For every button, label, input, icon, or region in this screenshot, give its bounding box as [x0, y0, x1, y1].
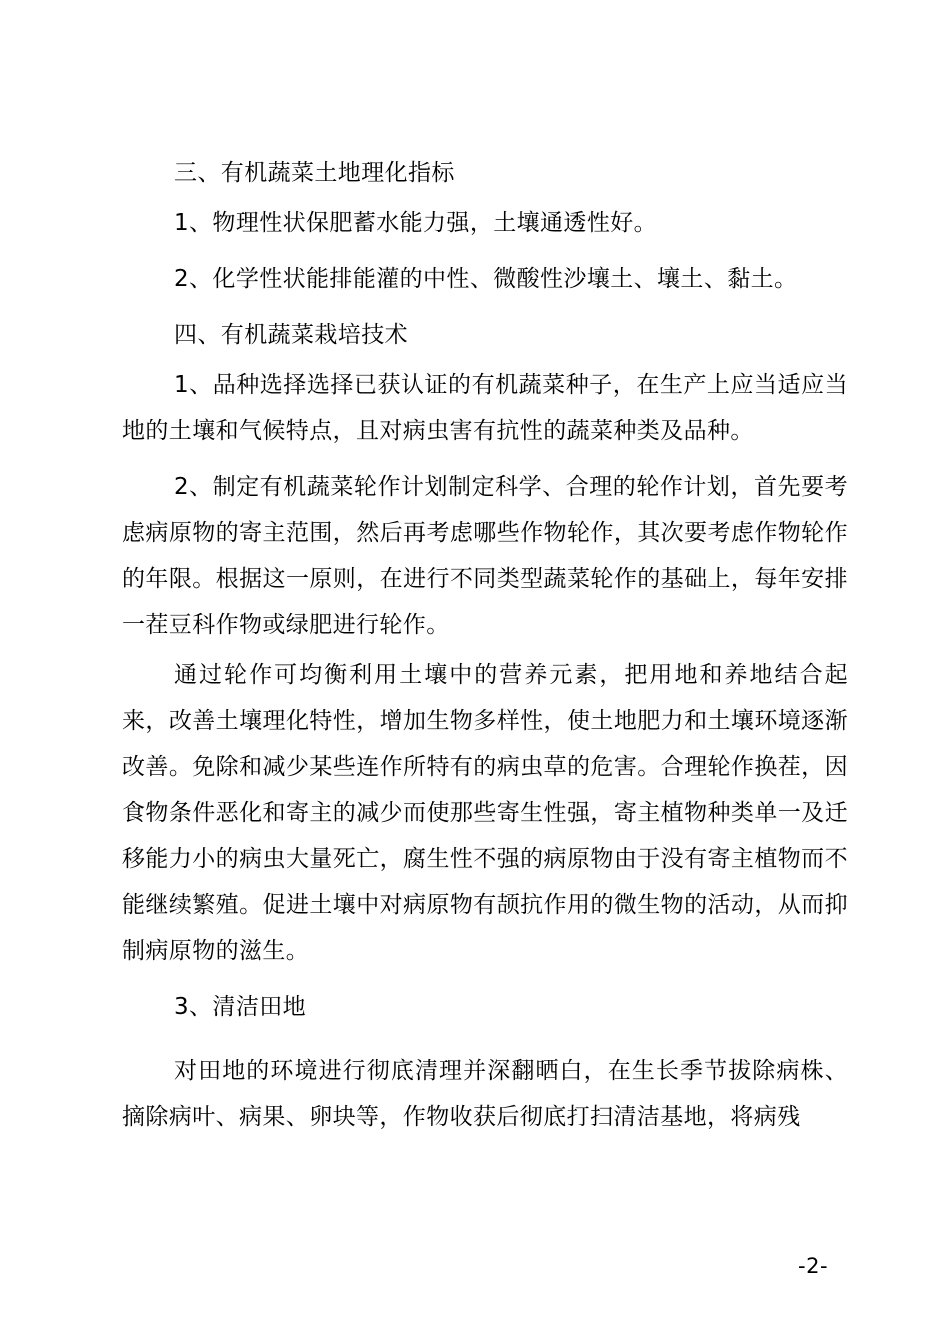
section-4-item-3-heading: 3、清洁田地 — [174, 994, 307, 1020]
section-4-item-2: 2、制定有机蔬菜轮作计划制定科学、合理的轮作计划，首先要考虑病原物的寄主范围，然后再考虑哪些作物轮作，其次要考虑作物轮作的年限。根据这一原则，在进行不同类型蔬菜轮作的基础上，每年安排一茬豆科作物或绿肥进行轮作。 — [122, 474, 848, 638]
section-4-item-3-paragraph: 对田地的环境进行彻底清理并深翻晒白，在生长季节拔除病株、摘除病叶、病果、卵块等，作物收获后彻底打扫清洁基地，将病残 — [122, 1058, 848, 1130]
section-3-heading: 三、有机蔬菜土地理化指标 — [174, 160, 455, 186]
page-number: -2- — [798, 1254, 829, 1278]
section-4-item-1: 1、品种选择选择已获认证的有机蔬菜种子，在生产上应当适应当地的土壤和气候特点，且对病虫害有抗性的蔬菜种类及品种。 — [122, 372, 848, 444]
section-4-heading: 四、有机蔬菜栽培技术 — [174, 322, 408, 348]
document-body — [122, 150, 848, 1140]
rotation-paragraph: 通过轮作可均衡利用土壤中的营养元素，把用地和养地结合起来，改善土壤理化特性，增加生物多样性，使土地肥力和土壤环境逐渐改善。免除和减少某些连作所特有的病虫草的危害。合理轮作换茬，因食物条件恶化和寄主的减少而使那些寄生性强，寄主植物种类单一及迁移能力小的病虫大量死亡，腐生性不强的病原物由于没有寄主植物而不能继续繁殖。促进土壤中对病原物有颉抗作用的微生物的活动，从而抑制病原物的滋生。 — [122, 662, 848, 964]
section-3-item-2: 2、化学性状能排能灌的中性、微酸性沙壤土、壤土、黏土。 — [174, 266, 798, 292]
section-3-item-1: 1、物理性状保肥蓄水能力强，土壤通透性好。 — [174, 210, 658, 236]
